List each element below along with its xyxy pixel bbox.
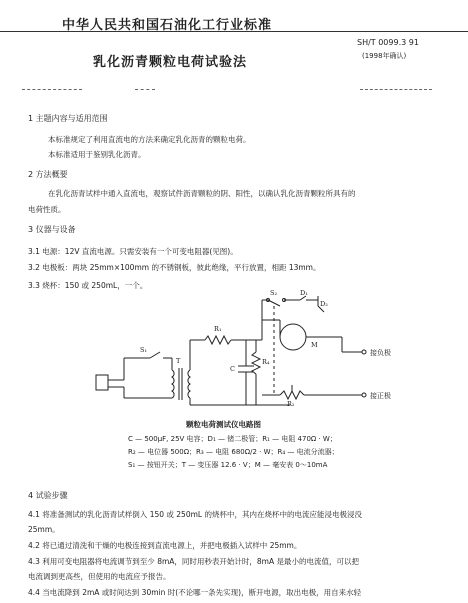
document-title: 乳化沥青颗粒电荷试验法	[93, 55, 248, 70]
transformer-primary-coil	[172, 370, 174, 398]
label-d2: D₂	[320, 300, 328, 308]
label-neg-terminal: 接负极	[370, 349, 391, 357]
standard-year-note: (1998年确认)	[362, 52, 407, 60]
figure-legend-2: R₂ — 电位器 500Ω；R₃ — 电阻 680Ω/2 · W；R₄ — 电流分流器；	[128, 448, 339, 456]
section-4-item-2: 4.2 将已通过清洗和干燥的电极连接到直流电源上，并把电极插入试样中 25mm。	[28, 541, 302, 550]
plug-body	[96, 375, 108, 390]
section-3-heading: 3 仪器与设备	[28, 225, 76, 234]
section-1-heading: 1 主题内容与适用范围	[28, 114, 108, 123]
label-r4: R₄	[262, 358, 270, 366]
label-t: T	[176, 357, 181, 365]
pos-terminal	[362, 393, 366, 397]
section-4-item-1a: 4.1 将准备测试的乳化沥青试样倒入 150 或 250mL 的烧杯中，其内在烧杯中的电流应能浸电极浸没	[28, 510, 362, 519]
section-4-item-3b: 电流调到更高些，但使用的电流应予报告。	[28, 572, 171, 581]
label-meter: M	[311, 341, 318, 349]
milliammeter	[280, 324, 306, 350]
resistor-r1	[205, 336, 231, 344]
figure-caption: 颗粒电荷测试仪电路图	[186, 420, 261, 429]
section-1-para-1: 本标准规定了利用直流电的方法来确定乳化沥青的颗粒电荷。	[48, 135, 251, 144]
label-s2: S₂	[270, 289, 278, 297]
label-r1: R₁	[214, 325, 222, 333]
section-4-item-1b: 25mm。	[28, 525, 60, 534]
label-c: C	[230, 365, 235, 373]
section-3-item-2: 3.2 电极板：两块 25mm×100mm 的不锈钢板，彼此绝缘，平行放置，相距 13mm。	[28, 263, 321, 272]
label-s1: S₁	[140, 346, 148, 354]
label-r2: R₂	[287, 400, 295, 408]
figure-legend-1: C — 500μF, 25V 电容；D₁ — 锗二极管；R₁ — 电阻 470Ω · W；	[128, 435, 337, 443]
section-4-item-3a: 4.3 利用可变电阻器将电流调节到至少 8mA，同时用秒表开始计时，8mA 是最小的电流值，可以把	[28, 557, 359, 566]
transformer-secondary-coil	[188, 370, 190, 398]
neg-terminal	[362, 350, 366, 354]
figure-legend-3: S₁ — 按钮开关；T — 变压器 12.6 · V；M — 毫安表 0～10mA	[128, 461, 328, 469]
section-3-item-3: 3.3 烧杯：150 或 250mL，一个。	[28, 281, 148, 290]
section-4-heading: 4 试验步骤	[28, 491, 68, 500]
section-4-item-4: 4.4 当电流降到 2mA 或时间达到 30min 时(不论哪一条先实现)，断开电源，取出电极，用自来水轻	[28, 588, 362, 597]
section-3-item-1: 3.1 电源：12V 直流电源。只需安装有一个可变电阻器(见图)。	[28, 247, 238, 256]
section-2-heading: 2 方法概要	[28, 170, 68, 179]
label-pos-terminal: 接正极	[370, 392, 391, 400]
section-1-para-2: 本标准适用于鉴别乳化沥青。	[48, 150, 146, 159]
label-d1: D₁	[300, 289, 308, 297]
section-2-para-1a: 在乳化沥青试样中通入直流电，观察试件沥青颗粒的阴、阳性，以确认乳化沥青颗粒所具有的	[48, 189, 356, 198]
resistor-r4	[252, 352, 260, 374]
standard-organization: 中华人民共和国石油化工行业标准	[62, 18, 273, 33]
section-2-para-1b: 电荷性质。	[28, 205, 66, 214]
potentiometer-r2	[280, 391, 304, 399]
standard-code: SH/T 0099.3 91	[357, 38, 419, 47]
switch-s2-blade	[268, 300, 280, 306]
switch-s1-blade	[150, 352, 160, 358]
